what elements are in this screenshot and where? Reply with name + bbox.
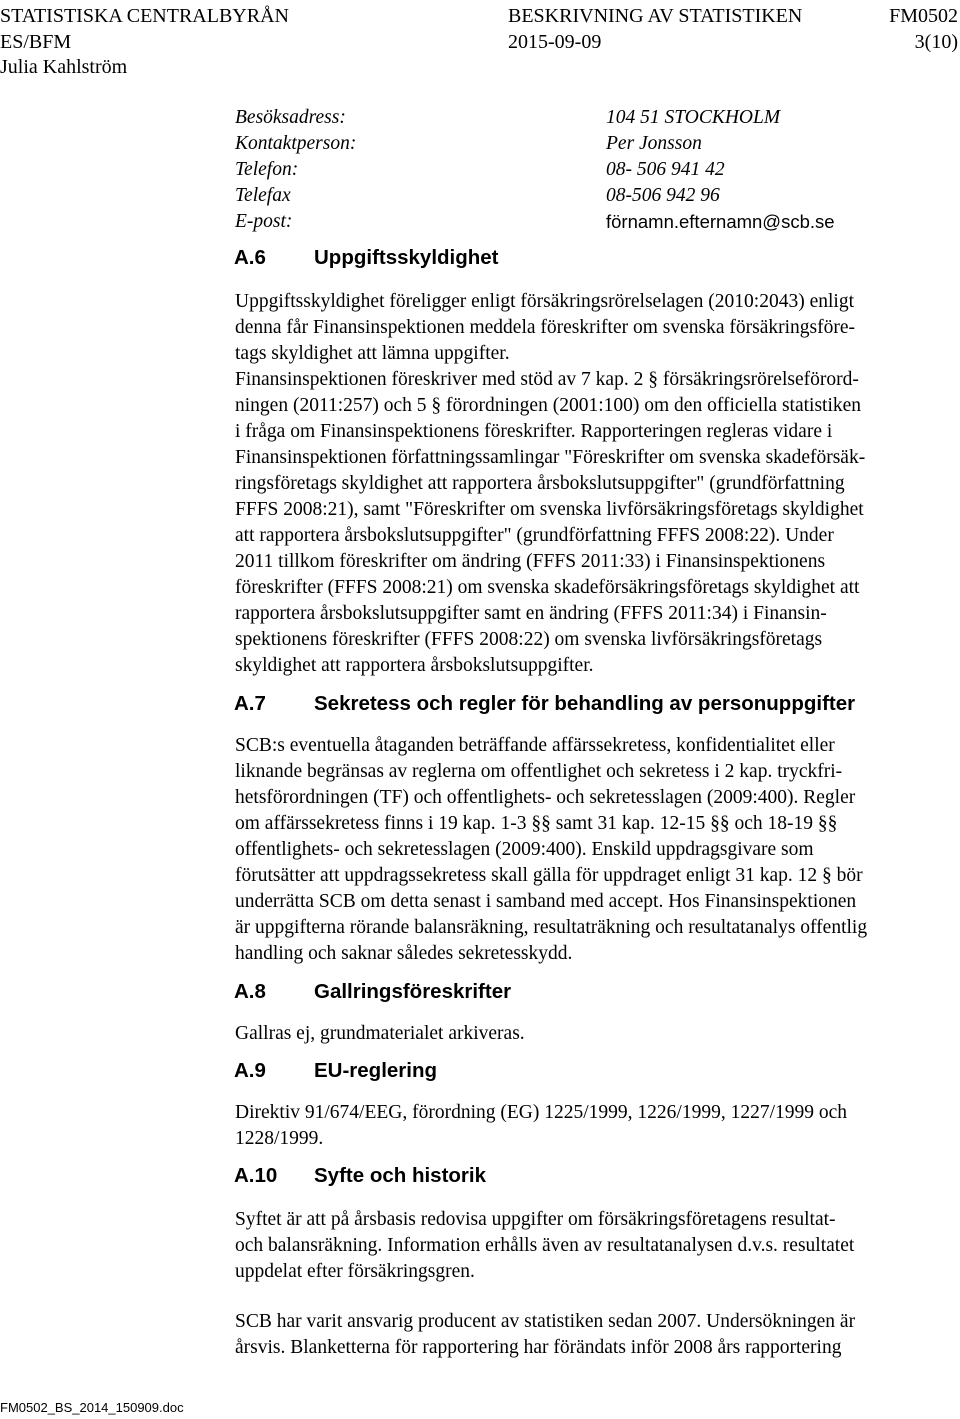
- section-number: A.7: [234, 692, 266, 715]
- text-line: hetsförordningen (TF) och offentlighets- och sekretesslagen (2009:400). Regler: [235, 787, 856, 808]
- header-page-number: 3(10): [914, 31, 958, 53]
- header-org: STATISTISKA CENTRALBYRÅN: [0, 5, 289, 27]
- section-title: Syfte och historik: [314, 1164, 487, 1187]
- text-line: uppdelat efter försäkringsgren.: [235, 1261, 475, 1282]
- contact-label: Telefon:: [235, 159, 299, 180]
- text-line: att rapportera årsbokslutsuppgifter" (grundförfattning FFFS 2008:22). Under: [235, 525, 834, 546]
- text-line: 2011 tillkom föreskrifter om ändring (FFFS 2011:33) i Finansinspektionens: [235, 551, 826, 572]
- contact-value: 104 51 STOCKHOLM: [606, 107, 781, 128]
- text-line: Finansinspektionen författningssamlingar "Föreskrifter om svenska skadeförsäk-: [235, 447, 866, 468]
- paragraph: [235, 1207, 854, 1285]
- text-line: ningen (2011:257) och 5 § förordningen (2001:100) om den officiella statistiken: [235, 395, 862, 416]
- contact-label: Kontaktperson:: [235, 133, 357, 154]
- header-unit: ES/BFM: [0, 31, 72, 53]
- text-line: Finansinspektionen föreskriver med stöd av 7 kap. 2 § försäkringsrörelseförord-: [235, 369, 859, 390]
- paragraph: [235, 289, 855, 367]
- text-line: Gallras ej, grundmaterialet arkiveras.: [235, 1023, 525, 1044]
- header-doc-title: BESKRIVNING AV STATISTIKEN: [508, 5, 803, 27]
- header-date: 2015-09-09: [508, 31, 602, 53]
- text-line: årsvis. Blanketterna för rapportering har förändats inför 2008 års rapportering: [235, 1337, 842, 1358]
- section-number: A.9: [234, 1059, 266, 1082]
- text-line: Uppgiftsskyldighet föreligger enligt försäkringsrörelselagen (2010:2043) enligt: [235, 291, 854, 312]
- text-line: är uppgifterna rörande balansräkning, resultaträkning och resultatanalys offentlig: [235, 917, 868, 938]
- contact-value: 08-506 942 96: [606, 185, 720, 206]
- text-line: FFFS 2008:21), samt "Föreskrifter om svenska livförsäkringsföretags skyldighet: [235, 499, 864, 520]
- text-line: SCB har varit ansvarig producent av statistiken sedan 2007. Undersökningen är: [235, 1311, 856, 1332]
- text-line: underrätta SCB om detta senast i samband med accept. Hos Finansinspektionen: [235, 891, 857, 912]
- contact-label: Besöksadress:: [235, 107, 346, 128]
- paragraph: [235, 367, 865, 679]
- contact-label: E-post:: [235, 211, 293, 232]
- text-line: spektionens föreskrifter (FFFS 2008:22) om svenska livförsäkringsföretags: [235, 629, 823, 650]
- text-line: om affärssekretess finns i 19 kap. 1-3 §§ samt 31 kap. 12-15 §§ och 18-19 §§: [235, 813, 838, 834]
- section-number: A.10: [234, 1164, 278, 1187]
- text-line: denna får Finansinspektionen meddela föreskrifter om svenska försäkringsföre-: [235, 317, 856, 338]
- contact-value: 08- 506 941 42: [606, 159, 725, 180]
- text-line: offentlighets- och sekretesslagen (2009:400). Enskild uppdragsgivare som: [235, 839, 814, 860]
- contact-value: Per Jonsson: [606, 133, 702, 154]
- header-doc-code: FM0502: [889, 5, 958, 27]
- contact-label: Telefax: [235, 185, 291, 206]
- text-line: tags skyldighet att lämna uppgifter.: [235, 343, 510, 364]
- section-title: Uppgiftsskyldighet: [314, 246, 499, 269]
- text-line: liknande begränsas av reglerna om offentlighet och sekretess i 2 kap. tryckfri-: [235, 761, 843, 782]
- text-line: Syftet är att på årsbasis redovisa uppgifter om försäkringsföretagens resultat-: [235, 1209, 836, 1230]
- footer-filename: FM0502_BS_2014_150909.doc: [0, 1400, 184, 1415]
- section-title: Sekretess och regler för behandling av personuppgifter: [314, 692, 856, 715]
- text-line: handling och saknar således sekretesskydd.: [235, 943, 573, 964]
- paragraph: [235, 1309, 855, 1361]
- header-author: Julia Kahlström: [0, 56, 128, 78]
- paragraph: [235, 733, 867, 967]
- text-line: föreskrifter (FFFS 2008:21) om svenska skadeförsäkringsföretags skyldighet att: [235, 577, 860, 598]
- text-line: ringsföretags skyldighet att rapportera årsbokslutsuppgifter" (grundförfattning: [235, 473, 845, 494]
- section-number: A.8: [234, 980, 266, 1003]
- contact-email-link[interactable]: förnamn.efternamn@scb.se: [606, 211, 835, 232]
- text-line: skyldighet att rapportera årsbokslutsuppgifter.: [235, 655, 594, 676]
- section-number: A.6: [234, 246, 266, 269]
- text-line: 1228/1999.: [235, 1128, 324, 1149]
- section-title: Gallringsföreskrifter: [314, 980, 512, 1003]
- text-line: i fråga om Finansinspektionens föreskrifter. Rapporteringen regleras vidare i: [235, 421, 833, 442]
- text-line: SCB:s eventuella åtaganden beträffande affärssekretess, konfidentialitet eller: [235, 735, 835, 756]
- paragraph: [235, 1021, 525, 1047]
- text-line: och balansräkning. Information erhålls även av resultatanalysen d.v.s. resultatet: [235, 1235, 855, 1256]
- text-line: förutsätter att uppdragssekretess skall gälla för uppdraget enligt 31 kap. 12 § bör: [235, 865, 863, 886]
- paragraph: [235, 1100, 847, 1152]
- section-title: EU-reglering: [314, 1059, 438, 1082]
- text-line: rapportera årsbokslutsuppgifter samt en ändring (FFFS 2011:34) i Finansin-: [235, 603, 827, 624]
- text-line: Direktiv 91/674/EEG, förordning (EG) 1225/1999, 1226/1999, 1227/1999 och: [235, 1102, 848, 1123]
